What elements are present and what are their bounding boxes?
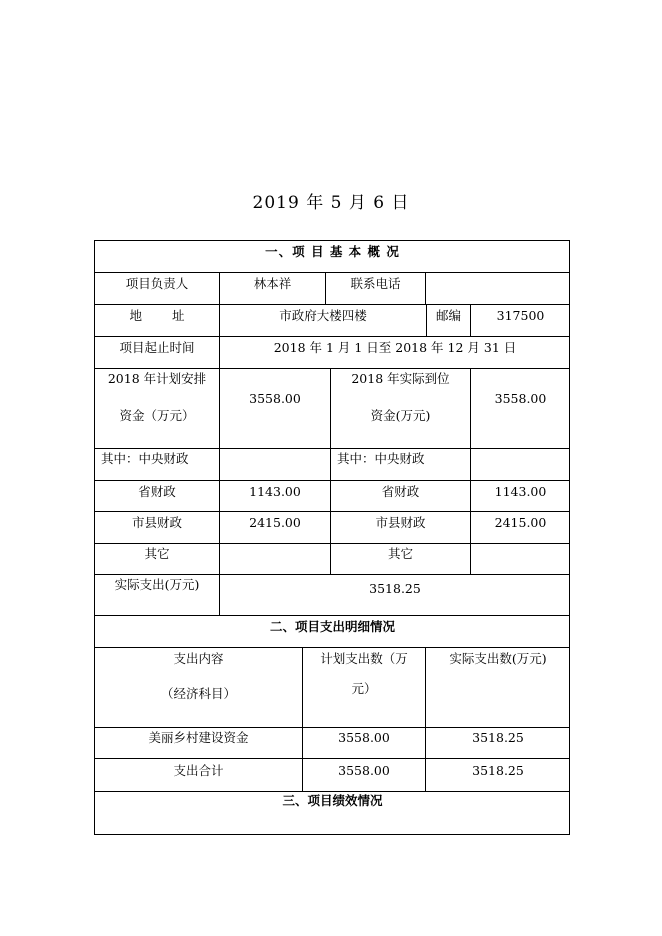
province-value-right: 1143.00 bbox=[471, 481, 570, 512]
plan-funds-label-line1: 2018 年计划安排 bbox=[107, 371, 207, 386]
detail-row-1-item: 美丽乡村建设资金 bbox=[95, 728, 303, 759]
province-value-left: 1143.00 bbox=[220, 481, 331, 512]
section2-title: 二、项目支出明细情况 bbox=[95, 616, 570, 648]
detail-col-plan-line2: 元） bbox=[351, 681, 377, 696]
actual-funds-value: 3558.00 bbox=[471, 369, 570, 449]
detail-col-actual: 实际支出数(万元) bbox=[426, 648, 570, 728]
leader-label: 项目负责人 bbox=[95, 273, 220, 305]
plan-funds-label bbox=[95, 369, 220, 449]
actual-funds-label-line1: 2018 年实际到位 bbox=[351, 371, 450, 386]
detail-col-content-line1: 支出内容 bbox=[173, 651, 224, 666]
detail-row-1-actual: 3518.25 bbox=[426, 728, 570, 759]
central-label-right: 其中：中央财政 bbox=[331, 449, 471, 481]
address-value: 市政府大楼四楼 bbox=[220, 305, 427, 337]
section1-title: 一、项 目 基 本 概 况 bbox=[95, 241, 570, 273]
detail-row-2-plan: 3558.00 bbox=[303, 759, 426, 792]
zip-value: 317500 bbox=[471, 305, 570, 337]
province-label-left: 省财政 bbox=[95, 481, 220, 512]
other-label-left: 其它 bbox=[95, 544, 220, 575]
period-label: 项目起止时间 bbox=[95, 337, 220, 369]
detail-row-2-actual: 3518.25 bbox=[426, 759, 570, 792]
phone-label: 联系电话 bbox=[326, 273, 426, 305]
spend-label: 实际支出(万元) bbox=[95, 575, 220, 616]
zip-label: 邮编 bbox=[427, 305, 471, 337]
city-value-right: 2415.00 bbox=[471, 512, 570, 544]
document-date: 2019 年 5 月 6 日 bbox=[252, 193, 410, 213]
period-value: 2018 年 1 月 1 日至 2018 年 12 月 31 日 bbox=[220, 337, 570, 369]
detail-col-plan-line1: 计划支出数（万 bbox=[320, 651, 408, 666]
actual-funds-label-line2: 资金(万元) bbox=[370, 408, 431, 423]
address-label: 地 址 bbox=[95, 305, 220, 337]
detail-row-1-plan: 3558.00 bbox=[303, 728, 426, 759]
city-value-left: 2415.00 bbox=[220, 512, 331, 544]
spend-value: 3518.25 bbox=[220, 575, 570, 616]
central-label-left: 其中：中央财政 bbox=[95, 449, 220, 481]
plan-funds-value: 3558.00 bbox=[220, 369, 331, 449]
phone-value bbox=[426, 273, 570, 305]
central-value-left bbox=[220, 449, 331, 481]
leader-value: 林本祥 bbox=[220, 273, 326, 305]
city-label-left: 市县财政 bbox=[95, 512, 220, 544]
other-value-left bbox=[220, 544, 331, 575]
actual-funds-label bbox=[331, 369, 471, 449]
other-value-right bbox=[471, 544, 570, 575]
detail-col-content bbox=[95, 648, 303, 728]
detail-col-plan bbox=[303, 648, 426, 728]
plan-funds-label-line2: 资金（万元） bbox=[119, 408, 195, 423]
detail-row-2-item: 支出合计 bbox=[95, 759, 303, 792]
central-value-right bbox=[471, 449, 570, 481]
section3-title: 三、项目绩效情况 bbox=[282, 793, 383, 808]
detail-col-content-line2: （经济科目） bbox=[160, 686, 236, 701]
city-label-right: 市县财政 bbox=[331, 512, 471, 544]
project-table bbox=[94, 240, 570, 835]
province-label-right: 省财政 bbox=[331, 481, 471, 512]
other-label-right: 其它 bbox=[331, 544, 471, 575]
